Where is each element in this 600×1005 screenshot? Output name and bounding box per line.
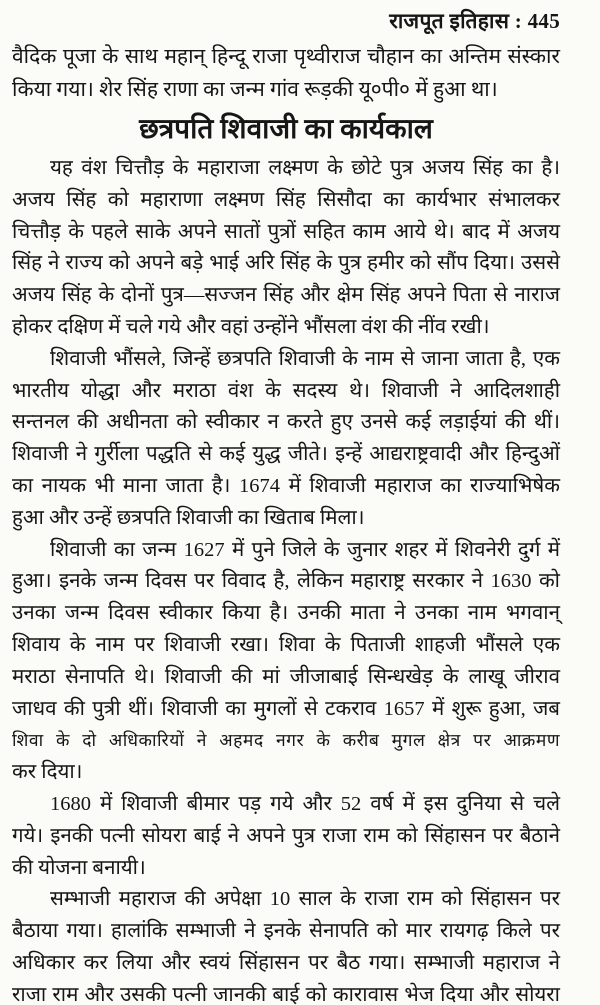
text-line: अजय सिंह को महाराणा लक्ष्मण सिंह सिसौदा का कार्यभार संभालकर (12, 188, 560, 211)
text-line: अजय सिंह के दोनों पुत्र—सज्जन सिंह और क्षेम सिंह अपने पिता से नाराज (12, 284, 560, 307)
text-line: हुआ। इनके जन्म दिवस पर विवाद है, लेकिन महाराष्ट्र सरकार ने 1630 को (12, 570, 560, 593)
paragraphs-container (12, 153, 560, 1005)
page-body (0, 34, 600, 1005)
text-line: वैदिक पूजा के साथ महान् हिन्दू राजा पृथ्वीराज चौहान का अन्तिम संस्कार (12, 44, 560, 68)
page-header (0, 0, 600, 34)
text-line: शिवाजी का जन्म 1627 में पुने जिले के जुनार शहर में शिवनेरी दुर्ग में (50, 538, 560, 561)
text-line: सिंह ने राज्य को अपने बड़े भाई अरि सिंह के पुत्र हमीर को सौंप दिया। उससे (12, 252, 560, 275)
text-line: शिवाजी भौंसले, जिन्हें छत्रपति शिवाजी के नाम से जाना जाता है, एक (50, 347, 560, 370)
text-line: 1680 में शिवाजी बीमार पड़ गये और 52 वर्ष में इस दुनिया से चले (50, 792, 560, 815)
text-line: अधिकार कर लिया और स्वयं सिंहासन पर बैठ गया। सम्भाजी महाराज ने (12, 951, 560, 974)
text-line: उनका जन्म दिवस स्वीकार किया है। उनकी माता ने उनका नाम भगवान् (12, 602, 560, 625)
text-line: चित्तौड़ के पहले साके अपने सातों पुत्रों सहित काम आये थे। बाद में अजय (12, 220, 560, 243)
text-line: किया गया। शेर सिंह राणा का जन्म गांव रूड़की यू०पी० में हुआ था। (12, 77, 498, 101)
text-line: भारतीय योद्धा और मराठा वंश के सदस्य थे। शिवाजी ने आदिलशाही (12, 379, 560, 402)
text-line: गये। इनकी पत्नी सोयरा बाई ने अपने पुत्र राजा राम को सिंहासन पर बैठाने (12, 824, 560, 847)
text-line: बैठाया गया। हालांकि सम्भाजी ने इनके सेनापति को मार रायगढ़ किले पर (12, 920, 560, 943)
continuation-paragraph (12, 40, 560, 106)
text-line: जाधव की पुत्री थीं। शिवाजी का मुगलों से टकराव 1657 में शुरू हुआ, जब (12, 697, 560, 720)
text-line: सम्भाजी महाराज की अपेक्षा 10 साल के राजा राम को सिंहासन पर (50, 888, 560, 911)
text-line: यह वंश चित्तौड़ के महाराजा लक्ष्मण के छोटे पुत्र अजय सिंह का है। (50, 157, 560, 179)
section-heading: छत्रपति शिवाजी का कार्यकाल (139, 114, 433, 145)
text-line: शिवाजी ने गुर्रीला पद्धति से कई युद्ध जीते। इन्हें आद्यराष्ट्रवादी और हिन्दुओं (12, 443, 560, 466)
text-line: कर दिया। (12, 761, 83, 784)
text-line: राजा राम और उसकी पत्नी जानकी बाई को कारावास भेज दिया और सोयरा (12, 983, 560, 1005)
text-line: की योजना बनायी। (12, 856, 146, 879)
text-line: हुआ और उन्हें छत्रपति शिवाजी का खिताब मिला। (12, 506, 365, 529)
text-line: शिवा के दो अधिकारियों ने अहमद नगर के करीब मुगल क्षेत्र पर आक्रमण (12, 730, 560, 751)
text-line: सन्तनल की अधीनता को स्वीकार न करते हुए उनसे कई लड़ाईयां की थीं। (12, 411, 560, 434)
text-line: शिवाय के नाम पर शिवाजी रखा। शिवा के पिताजी शाहजी भौंसले एक (12, 633, 560, 656)
running-title-and-page-number: राजपूत इतिहास : 445 (389, 9, 560, 33)
text-line: का नायक भी माना जाता है। 1674 में शिवाजी महाराज का राज्याभिषेक (12, 474, 560, 497)
text-line: मराठा सेनापति थे। शिवाजी की मां जीजाबाई सिन्धखेड़ के लाखू जीराव (12, 665, 560, 688)
text-line: होकर दक्षिण में चले गये और वहां उन्होंने भौंसला वंश की नींव रखी। (12, 315, 490, 338)
